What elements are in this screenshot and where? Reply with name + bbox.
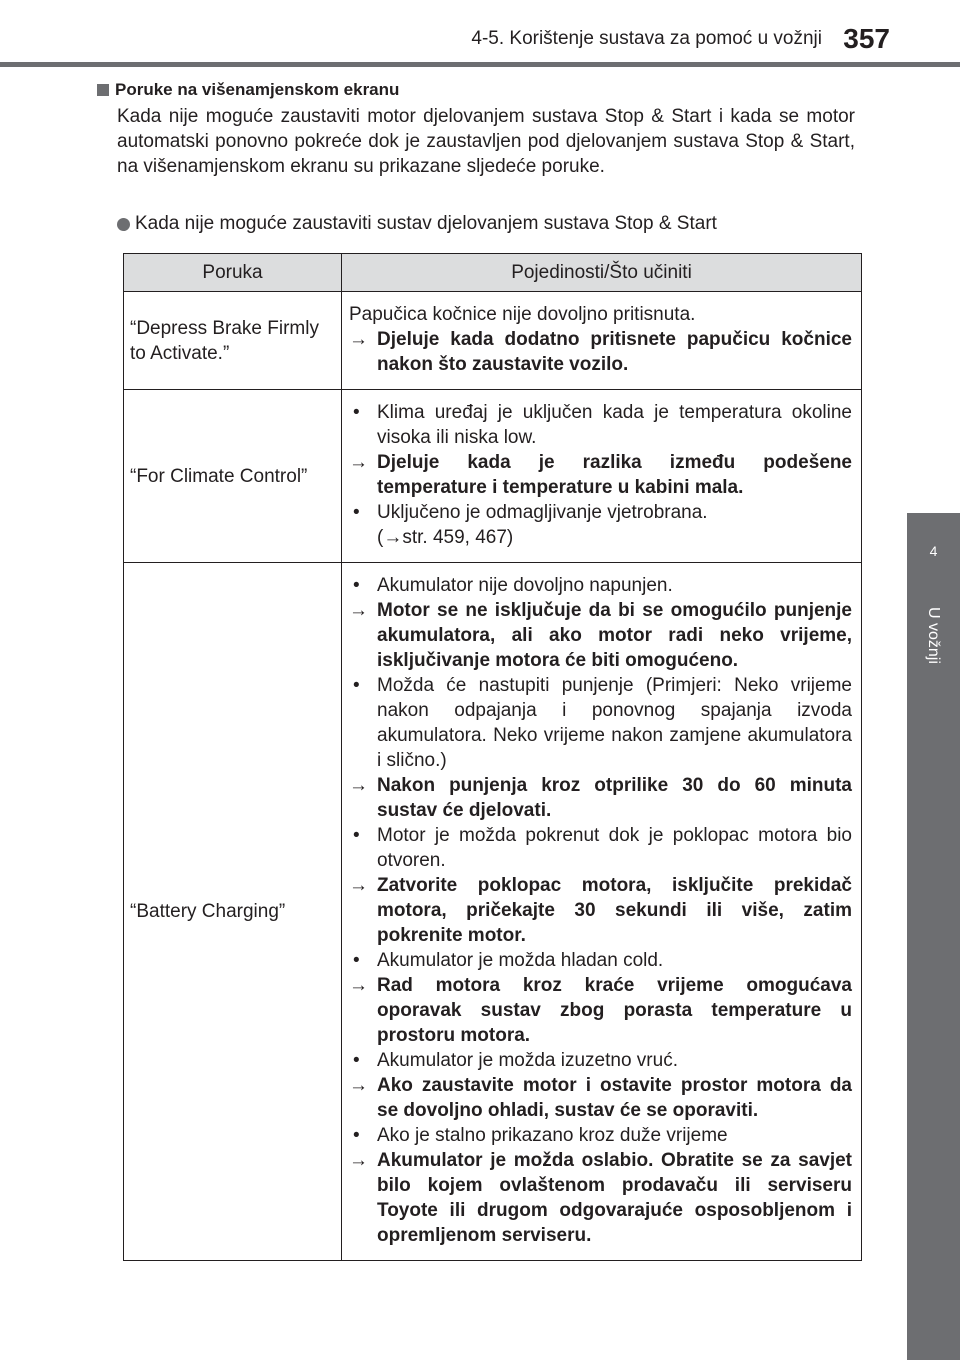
message-cell: “For Climate Control” <box>124 390 342 563</box>
arrow-right-icon: → <box>349 1075 368 1096</box>
intro-paragraph: Kada nije moguće zaustaviti motor djelovanjem sustava Stop & Start i kada se motor automatski ponovno pokreće dok je zaustavljen pod djelovanjem sustava Stop & Start, na višenamjenskom ekranu su prikazane sljedeće poruke. <box>117 106 855 177</box>
square-bullet-icon <box>97 84 109 96</box>
action-text: Nakon punjenja kroz otprilike 30 do 60 minuta sustav će djelovati. <box>377 775 852 821</box>
action-line <box>349 1073 852 1123</box>
bullet-dot-icon: • <box>353 950 360 971</box>
header-rule <box>0 62 960 67</box>
chapter-number: 4 <box>929 543 938 559</box>
bullet-item <box>349 948 852 973</box>
arrow-right-icon: → <box>349 775 368 796</box>
arrow-right-icon: → <box>349 600 368 621</box>
bullet-dot-icon: • <box>353 402 360 423</box>
table-row <box>124 390 862 563</box>
action-text: Ako zaustavite motor i ostavite prostor motora da se dovoljno ohladi, sustav će se oporaviti. <box>377 1075 852 1121</box>
action-text: Akumulator je možda oslabio. Obratite se za savjet bilo kojem ovlaštenom prodavaču ili serviseru Toyote ili drugom odgovarajuće osposobljenom i opremljenom serviseru. <box>377 1150 852 1246</box>
message-cell: “Battery Charging” <box>124 563 342 1261</box>
page-number: 357 <box>843 23 890 54</box>
action-line <box>349 873 852 948</box>
bullet-item <box>349 400 852 450</box>
subsection-bullet <box>117 213 717 235</box>
arrow-right-icon: → <box>349 329 368 350</box>
details-cell <box>342 292 862 390</box>
bullet-item <box>349 823 852 873</box>
bullet-text: Akumulator nije dovoljno napunjen. <box>377 575 673 596</box>
arrow-right-icon: → <box>349 1150 368 1171</box>
bullet-text: Uključeno je odmagljivanje vjetrobrana. <box>377 502 708 523</box>
bullet-dot-icon: • <box>353 825 360 846</box>
detail-text: Papučica kočnice nije dovoljno pritisnuta. <box>349 304 696 325</box>
section-heading <box>97 80 399 100</box>
bullet-item <box>349 1048 852 1073</box>
bullet-dot-icon: • <box>353 675 360 696</box>
bullet-text: Klima uređaj je uključen kada je temperatura okoline visoka ili niska low. <box>377 402 852 448</box>
bullet-item <box>349 673 852 773</box>
bullet-dot-icon: • <box>353 1125 360 1146</box>
chapter-side-bar <box>907 597 960 1360</box>
action-line <box>349 450 852 500</box>
table-row <box>124 563 862 1261</box>
arrow-right-icon: → <box>349 875 368 896</box>
bullet-text: Akumulator je možda izuzetno vruć. <box>377 1050 678 1071</box>
action-text: Djeluje kada dodatno pritisnete papučicu kočnice nakon što zaustavite vozilo. <box>377 329 852 375</box>
chapter-label: U vožnji <box>925 607 942 664</box>
action-text: Rad motora kroz kraće vrijeme omogućava oporavak sustav zbog porasta temperature u prostoru motora. <box>377 975 852 1046</box>
action-text: Zatvorite poklopac motora, isključite prekidač motora, pričekajte 30 sekundi ili više, zatim pokrenite motor. <box>377 875 852 946</box>
bullet-dot-icon: • <box>353 575 360 596</box>
action-text: Motor se ne isključuje da bi se omogućilo punjenje akumulatora, ali ako motor radi neko vrijeme, isključivanje motora će biti omogućeno. <box>377 600 852 671</box>
details-cell <box>342 390 862 563</box>
bullet-item <box>349 500 852 525</box>
bullet-item <box>349 1123 852 1148</box>
details-cell <box>342 563 862 1261</box>
chapter-tab <box>907 513 960 597</box>
section-heading-text: Poruke na višenamjenskom ekranu <box>115 80 400 99</box>
table-header-row <box>124 254 862 292</box>
column-header-message: Poruka <box>124 254 342 292</box>
bullet-text: Akumulator je možda hladan cold. <box>377 950 664 971</box>
arrow-right-icon: → <box>349 452 368 473</box>
messages-table <box>123 253 862 1261</box>
action-line <box>349 598 852 673</box>
bullet-text: Možda će nastupiti punjenje (Primjeri: Neko vrijeme nakon odpajanja i ponovnog spajanja izvoda akumulatora. Neko vrijeme nakon zamjene akumulatora i slično.) <box>377 675 852 771</box>
bullet-text: Ako je stalno prikazano kroz duže vrijeme <box>377 1125 728 1146</box>
action-text: Djeluje kada je razlika između podešene temperature i temperature u kabini mala. <box>377 452 852 498</box>
action-line <box>349 1148 852 1248</box>
action-line <box>349 773 852 823</box>
page-reference: (→str. 459, 467) <box>377 527 514 548</box>
table-row <box>124 292 862 390</box>
bullet-text: Motor je možda pokrenut dok je poklopac motora bio otvoren. <box>377 825 852 871</box>
action-line <box>349 327 852 377</box>
bullet-dot-icon: • <box>353 1050 360 1071</box>
column-header-details: Pojedinosti/Što učiniti <box>342 254 862 292</box>
header-title: 4-5. Korištenje sustava za pomoć u vožnji <box>471 28 822 49</box>
bullet-dot-icon: • <box>353 502 360 523</box>
bullet-item <box>349 573 852 598</box>
subsection-bullet-text: Kada nije moguće zaustaviti sustav djelovanjem sustava Stop & Start <box>135 213 717 234</box>
arrow-right-icon: → <box>349 975 368 996</box>
action-line <box>349 973 852 1048</box>
circle-bullet-icon <box>117 218 130 231</box>
message-cell: “Depress Brake Firmly to Activate.” <box>124 292 342 390</box>
